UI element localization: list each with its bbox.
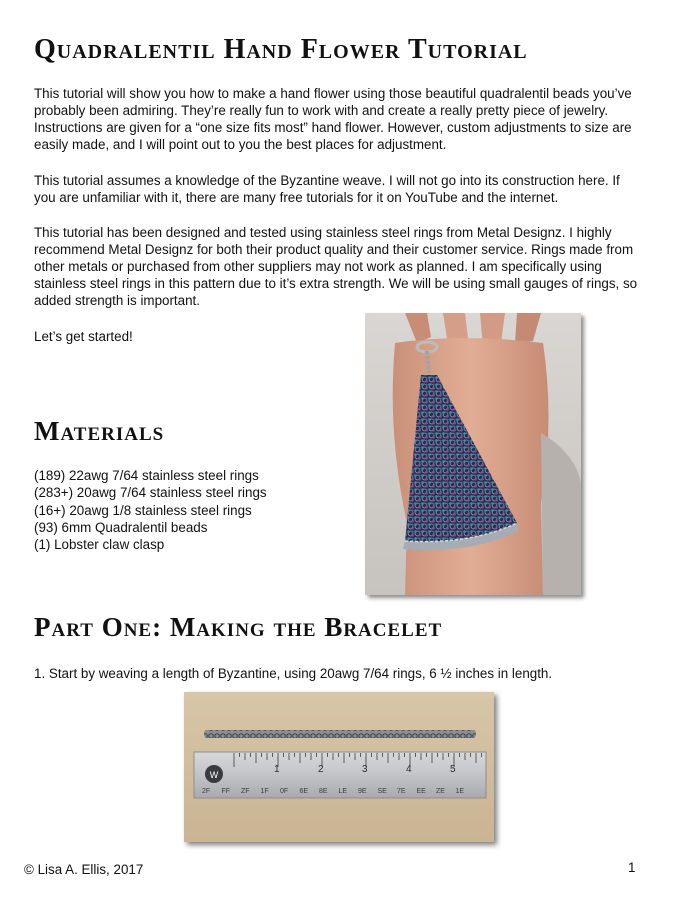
page-number: 1	[628, 860, 636, 875]
material-item: (16+) 20awg 1/8 stainless steel rings	[34, 502, 252, 518]
ruler-cm-label: EE	[416, 788, 426, 795]
ruler-cm-label: ZE	[436, 788, 445, 795]
ruler-cm-label: FF	[221, 788, 231, 795]
material-item: (189) 22awg 7/64 stainless steel rings	[34, 468, 259, 483]
svg-text:W: W	[209, 770, 219, 780]
ruler-cm-label: ZF	[241, 788, 250, 795]
ruler-cm-label: 8E	[319, 788, 328, 795]
material-item: (283+) 20awg 7/64 stainless steel rings	[34, 485, 267, 501]
ruler-inch-label: 2	[318, 764, 324, 775]
intro-paragraph-3: This tutorial has been designed and tested using stainless steel rings from Metal Designz. I highly recommend Metal Designz for both their product quality and their customer service. Rings made from other metals or purchased from other suppliers may not work as planned. I am specifically using stainless steel rings in this pattern due to it’s extra strength. We will be using small gauges of rings, so added strength is important.	[34, 225, 638, 308]
ruler-cm-label: 7E	[397, 788, 406, 795]
page-title: Quadralentil Hand Flower Tutorial	[34, 34, 528, 65]
ruler-inch-label: 1	[274, 764, 280, 775]
material-item: (1) Lobster claw clasp	[34, 537, 165, 553]
ruler-cm-label: 9E	[358, 788, 367, 795]
materials-list	[34, 467, 267, 553]
copyright-text: © Lisa A. Ellis, 2017	[24, 862, 144, 877]
ruler-cm-label: 1F	[260, 788, 269, 795]
intro-paragraph-4: Let’s get started!	[34, 329, 133, 344]
part-one-heading: Part One: Making the Bracelet	[34, 612, 443, 642]
step-1-text: 1. Start by weaving a length of Byzantine, using 20awg 7/64 rings, 6 ½ inches in length.	[34, 666, 553, 681]
ruler-inch-label: 4	[406, 764, 412, 775]
intro-paragraph-1: This tutorial will show you how to make a hand flower using those beautiful quadralentil beads you’ve probably been admiring. They’re really fun to work with and create a really pretty piece of jewelry. Instructions are given for a “one size fits most” hand flower. However, custom adjustments to size are easily made, and I will point out to you the best places for adjustment.	[34, 86, 632, 152]
ruler-cm-label: LE	[338, 788, 348, 795]
hand-flower-photo	[365, 313, 581, 595]
bracelet-ruler-photo	[184, 692, 494, 842]
ruler-cm-label: 0F	[280, 788, 289, 795]
ruler-cm-label: 6E	[299, 788, 309, 795]
materials-heading: Materials	[34, 416, 165, 446]
material-item: (93) 6mm Quadralentil beads	[34, 519, 208, 535]
intro-paragraph-2: This tutorial assumes a knowledge of the Byzantine weave. I will not go into its construction here. If you are unfamiliar with it, there are many free tutorials for it on YouTube and the internet.	[34, 173, 620, 205]
ruler-cm-label: 1E	[455, 788, 465, 795]
ruler-inch-label: 3	[362, 764, 368, 775]
ruler-inch-label: 5	[450, 764, 456, 775]
ruler-cm-label: 2F	[202, 788, 211, 795]
ruler-cm-label: SE	[377, 788, 387, 795]
